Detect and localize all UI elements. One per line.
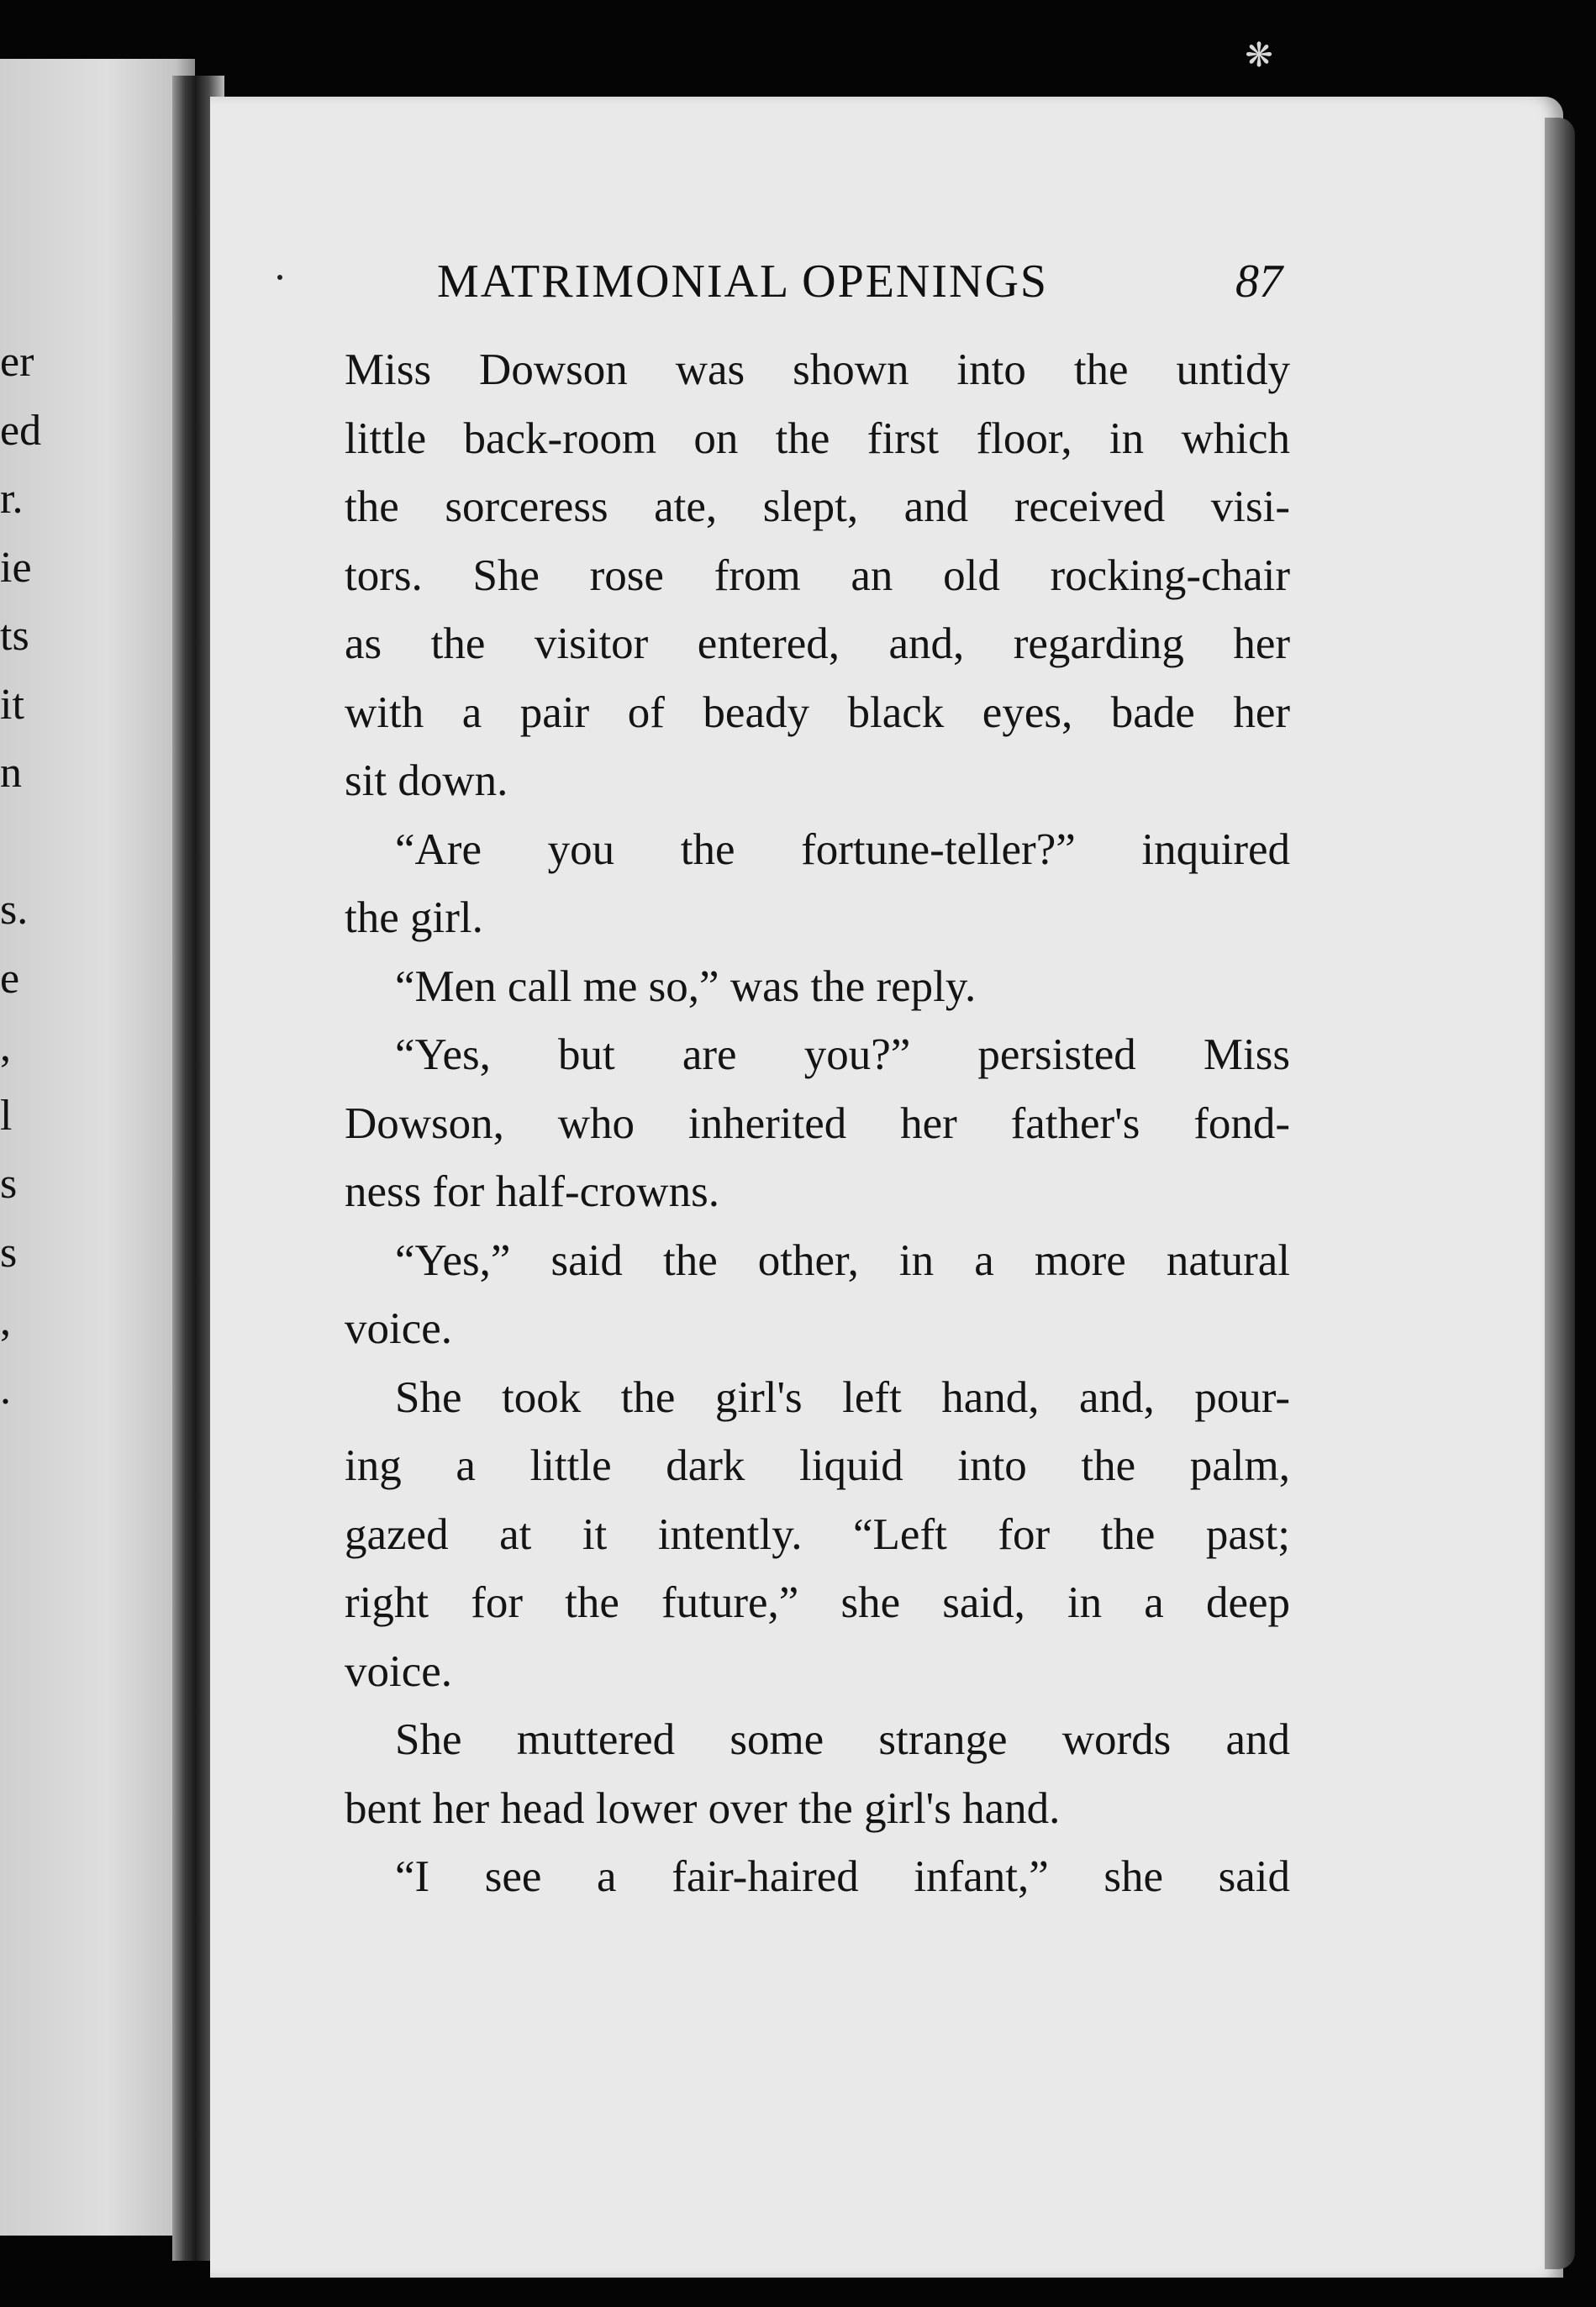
left-page-fragment: n (0, 749, 22, 797)
text-line: sit down. (345, 756, 508, 805)
margin-dot (277, 275, 282, 280)
text-line: the sorceress ate, slept, and received visi- (345, 482, 1290, 531)
text-line: with a pair of beady black eyes, bade her (345, 687, 1290, 737)
text-line: the girl. (345, 893, 483, 942)
text-line: voice. (345, 1646, 453, 1696)
left-page-fragment: ie (0, 543, 32, 592)
text-line: “Men call me so,” was the reply. (395, 961, 977, 1011)
left-page-fragment: ts (0, 612, 29, 660)
text-line: bent her head lower over the girl's hand. (345, 1783, 1061, 1833)
text-line: tors. She rose from an old rocking-chair (345, 550, 1290, 600)
left-page-fragment: s (0, 1160, 18, 1208)
text-line: She muttered some strange words and (395, 1715, 1290, 1764)
text-line: ing a little dark liquid into the palm, (345, 1441, 1290, 1490)
text-line: “Yes,” said the other, in a more natural (395, 1235, 1290, 1285)
text-line: Miss Dowson was shown into the untidy (345, 345, 1290, 394)
left-page-fragment: er (0, 338, 34, 386)
page-edge-shadow (1545, 118, 1575, 2269)
running-head (269, 248, 1294, 315)
left-page-fragment: , (0, 1023, 11, 1071)
left-page-fragment: e (0, 954, 20, 1003)
running-head-title: MATRIMONIAL OPENINGS (437, 255, 1049, 308)
left-page-fragment: , (0, 1297, 11, 1345)
left-page-fragment: l (0, 1091, 13, 1140)
text-line: Dowson, who inherited her father's fond- (345, 1098, 1290, 1148)
body-text (345, 336, 1290, 1912)
left-page-fragment: it (0, 680, 24, 729)
text-line: “I see a fair-haired infant,” she said (395, 1852, 1290, 1901)
text-line: She took the girl's left hand, and, pour- (395, 1372, 1290, 1422)
text-line: ness for half-crowns. (345, 1167, 719, 1216)
text-line: little back-room on the first floor, in which (345, 413, 1290, 463)
page-number: 87 (1235, 255, 1283, 308)
left-page-fragment: s. (0, 886, 29, 934)
left-page-edge (0, 59, 195, 2236)
text-line: gazed at it intently. “Left for the past; (345, 1509, 1290, 1559)
scan-smudge: ❋ (1245, 36, 1273, 74)
left-page-fragment: ed (0, 406, 42, 455)
left-page-fragment: . (0, 1365, 11, 1414)
text-line: as the visitor entered, and, regarding her (345, 619, 1290, 668)
text-line: “Yes, but are you?” persisted Miss (395, 1030, 1290, 1079)
left-page-fragment: s (0, 1228, 18, 1277)
left-page-text-fragments (0, 59, 195, 2236)
text-line: right for the future,” she said, in a deep (345, 1578, 1290, 1627)
text-line: “Are you the fortune-teller?” inquired (395, 824, 1290, 874)
left-page-fragment: r. (0, 475, 24, 523)
text-line: voice. (345, 1304, 453, 1353)
